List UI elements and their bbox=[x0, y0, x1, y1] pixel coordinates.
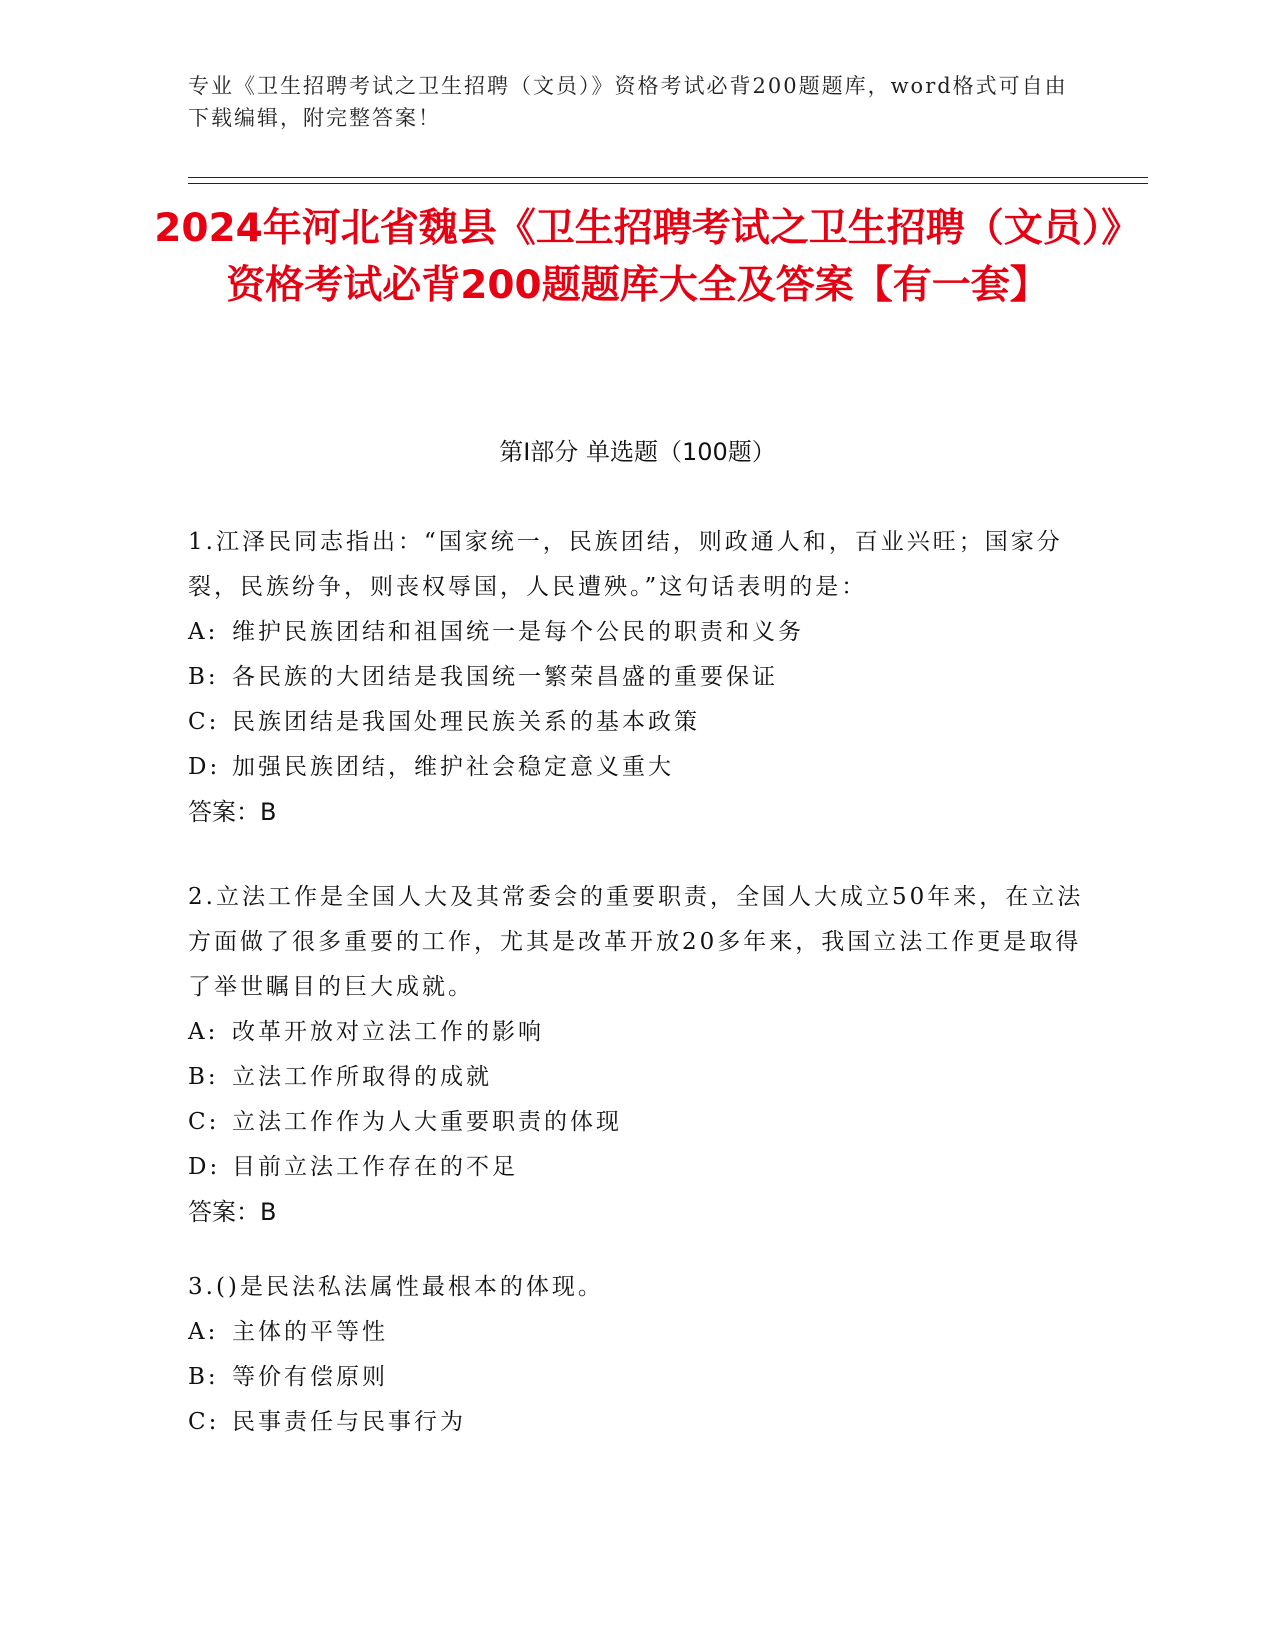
option-letter: C: bbox=[188, 1409, 220, 1435]
option-c bbox=[188, 700, 1088, 745]
option-letter: C: bbox=[188, 1109, 220, 1135]
question-stem: 2.立法工作是全国人大及其常委会的重要职责，全国人大成立50年来，在立法方面做了很多重要的工作，尤其是改革开放20多年来，我国立法工作更是取得了举世瞩目的巨大成就。 bbox=[188, 884, 1084, 1000]
option-text: 主体的平等性 bbox=[232, 1319, 388, 1345]
question-1 bbox=[188, 520, 1088, 835]
header-note: 专业《卫生招聘考试之卫生招聘（文员）》资格考试必背200题题库，word格式可自由下载编辑，附完整答案！ bbox=[188, 74, 1068, 130]
question-2 bbox=[188, 875, 1088, 1235]
option-text: 立法工作所取得的成就 bbox=[232, 1064, 492, 1090]
option-letter: B: bbox=[188, 1364, 219, 1390]
question-stem: 3.()是民法私法属性最根本的体现。 bbox=[188, 1274, 604, 1300]
option-letter: A: bbox=[188, 1019, 219, 1045]
option-text: 民族团结是我国处理民族关系的基本政策 bbox=[232, 709, 700, 735]
option-b bbox=[188, 1055, 1088, 1100]
option-text: 民事责任与民事行为 bbox=[232, 1409, 466, 1435]
option-text: 等价有偿原则 bbox=[232, 1364, 388, 1390]
option-letter: B: bbox=[188, 1064, 219, 1090]
question-stem: 1.江泽民同志指出：“国家统一，民族团结，则政通人和，百业兴旺；国家分裂，民族纷争，则丧权辱国，人民遭殃。”这句话表明的是： bbox=[188, 529, 1063, 600]
option-b bbox=[188, 1355, 1088, 1400]
option-c bbox=[188, 1400, 1088, 1445]
option-d bbox=[188, 1145, 1088, 1190]
option-text: 改革开放对立法工作的影响 bbox=[232, 1019, 544, 1045]
document-title: 2024年河北省魏县《卫生招聘考试之卫生招聘（文员）》资格考试必背200题题库大全及答案【有一套】 bbox=[154, 206, 1121, 308]
option-letter: B: bbox=[188, 664, 219, 690]
option-text: 维护民族团结和祖国统一是每个公民的职责和义务 bbox=[232, 619, 804, 645]
option-a bbox=[188, 1310, 1088, 1355]
question-3 bbox=[188, 1265, 1088, 1445]
option-text: 各民族的大团结是我国统一繁荣昌盛的重要保证 bbox=[232, 664, 778, 690]
header-divider-bottom bbox=[188, 183, 1148, 184]
option-d bbox=[188, 745, 1088, 790]
answer-line: 答案：B bbox=[188, 798, 277, 826]
option-letter: A: bbox=[188, 619, 219, 645]
option-letter: C: bbox=[188, 709, 220, 735]
option-text: 目前立法工作存在的不足 bbox=[232, 1154, 518, 1180]
option-a bbox=[188, 610, 1088, 655]
option-a bbox=[188, 1010, 1088, 1055]
option-letter: D: bbox=[188, 754, 221, 780]
option-c bbox=[188, 1100, 1088, 1145]
option-letter: D: bbox=[188, 1154, 221, 1180]
option-b bbox=[188, 655, 1088, 700]
option-text: 立法工作作为人大重要职责的体现 bbox=[232, 1109, 622, 1135]
section-heading: 第I部分 单选题（100题） bbox=[499, 438, 776, 466]
option-text: 加强民族团结，维护社会稳定意义重大 bbox=[232, 754, 674, 780]
header-divider-top bbox=[188, 177, 1148, 178]
option-letter: A: bbox=[188, 1319, 219, 1345]
answer-line: 答案：B bbox=[188, 1198, 277, 1226]
